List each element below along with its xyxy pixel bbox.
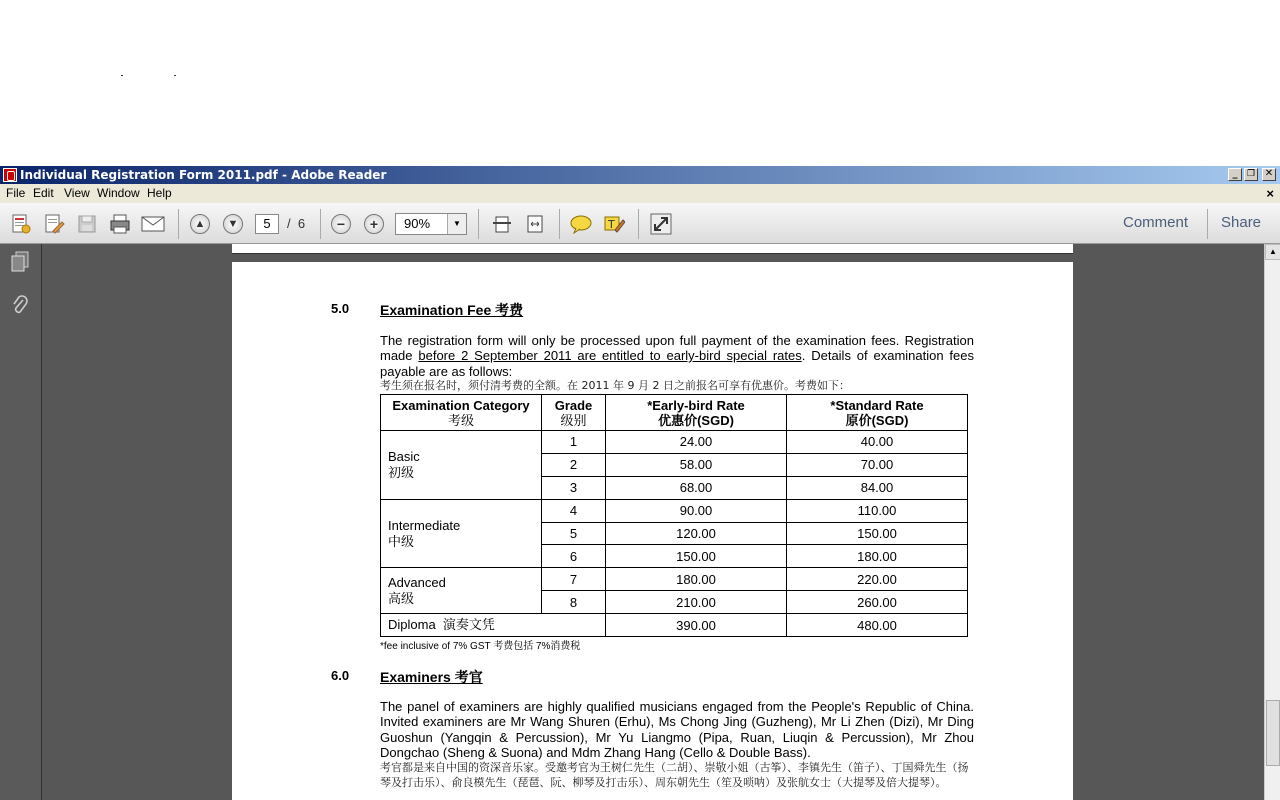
fit-page-icon[interactable] [490,212,514,236]
highlight-text-icon[interactable] [602,212,626,236]
previous-page-edge [232,244,1073,254]
chevron-down-icon[interactable]: ▼ [447,214,466,234]
next-page-icon[interactable]: ▼ [221,212,245,236]
fee-footnote: *fee inclusive of 7% GST 考费包括 7%消费税 [380,641,581,652]
restore-button[interactable]: ❐ [1244,168,1258,181]
toolbar-separator [478,209,479,239]
minimize-button[interactable]: _ [1228,168,1242,181]
grade-cell: 5 [542,522,606,545]
grade-cell: 2 [542,453,606,476]
header-category: Examination Category 考级 [381,395,542,431]
desktop-dot [121,75,123,76]
standard-cell: 150.00 [787,522,968,545]
examiners-paragraph-chinese: 考官都是来自中国的资深音乐家。受邀考官为王树仁先生（二胡）、崇敬小姐（古筝）、李镇先生（笛子）、丁国舜先生（扬琴及打击乐）、俞良模先生（琵琶、阮、柳琴及打击乐）、周东朝先生（笙及唢呐）及张航女士（大提琴及倍大提琴）。 [380,761,969,789]
early-bird-cell: 150.00 [606,545,787,568]
desktop-dot [174,75,176,76]
table-row [381,614,968,637]
section-title: Examiners 考官 [380,669,483,685]
table-header-row [381,395,968,431]
standard-cell: 110.00 [787,499,968,522]
menu-window[interactable]: Window [97,186,140,200]
toolbar-separator [178,209,179,239]
create-pdf-icon[interactable] [9,212,33,236]
registration-paragraph: The registration form will only be processed upon full payment of the examination fees. Registration made before 2 September 2011 are entitled to early-bird special rates. Details of examination fees payable are as follows: [380,333,974,379]
page-total: / 6 [287,216,306,231]
sticky-note-icon[interactable] [569,212,593,236]
adobe-reader-window [0,166,1280,800]
grade-cell: 7 [542,568,606,591]
close-button[interactable]: ✕ [1262,168,1276,181]
grade-cell: 4 [542,499,606,522]
close-document-button[interactable]: × [1266,186,1274,201]
save-icon[interactable] [75,212,99,236]
grade-cell: 3 [542,476,606,499]
early-bird-cell: 68.00 [606,476,787,499]
window-title: Individual Registration Form 2011.pdf - Adobe Reader [20,168,387,182]
navigation-pane [0,244,42,800]
adobe-reader-icon [3,168,17,182]
standard-cell: 480.00 [787,614,968,637]
early-bird-cell: 210.00 [606,591,787,614]
comment-button[interactable]: Comment [1123,214,1189,231]
fit-width-icon[interactable] [523,212,547,236]
category-diploma: Diploma 演奏文凭 [381,614,606,637]
toolbar-separator [559,209,560,239]
email-icon[interactable] [141,212,165,236]
zoom-select[interactable] [395,213,467,235]
early-bird-cell: 180.00 [606,568,787,591]
section-number: 6.0 [331,668,350,683]
standard-cell: 260.00 [787,591,968,614]
scrollbar-thumb[interactable] [1266,700,1280,766]
menu-help[interactable]: Help [147,186,172,200]
vertical-scrollbar[interactable] [1264,244,1280,800]
attachments-paperclip-icon[interactable] [9,294,31,316]
header-standard: *Standard Rate 原价(SGD) [787,395,968,431]
full-screen-icon[interactable] [649,212,673,236]
page-number-input[interactable]: 5 [255,214,279,234]
table-row [381,568,968,591]
table-row [381,499,968,522]
standard-cell: 220.00 [787,568,968,591]
zoom-out-icon[interactable]: − [329,212,353,236]
edit-document-icon[interactable] [42,212,66,236]
zoom-in-icon[interactable]: + [362,212,386,236]
scroll-up-icon[interactable]: ▲ [1265,244,1280,260]
section-number: 5.0 [331,301,350,316]
fee-table [380,394,968,637]
previous-page-icon[interactable]: ▲ [188,212,212,236]
pages-panel-icon[interactable] [9,251,31,273]
grade-cell: 6 [542,545,606,568]
standard-cell: 180.00 [787,545,968,568]
examiners-paragraph: The panel of examiners are highly qualified musicians engaged from the People's Republic of China. Invited examiners are Mr Wang Shuren (Erhu), Ms Chong Jing (Guzheng), Mr Li Zhen (Dizi), Mr Ding Guoshun (Yangqin & Percussion), Mr Yu Liangmo (Pipa, Ruan, Liuqin & Percussion), Mr Zhou Dongchao (Sheng & Suona) and Mdm Zhang Hang (Cello & Double Bass). [380,699,974,760]
title-bar[interactable] [0,166,1280,184]
category-advanced: Advanced 高级 [381,568,542,614]
early-bird-cell: 24.00 [606,431,787,454]
toolbar-separator [320,209,321,239]
share-button[interactable]: Share [1221,214,1262,231]
menu-bar [0,184,1280,203]
standard-cell: 84.00 [787,476,968,499]
early-bird-cell: 390.00 [606,614,787,637]
svg-text:T: T [608,218,615,231]
early-bird-cell: 58.00 [606,453,787,476]
toolbar [0,203,1280,244]
grade-cell: 8 [542,591,606,614]
print-icon[interactable] [108,212,132,236]
zoom-value: 90% [404,216,431,231]
early-bird-cell: 90.00 [606,499,787,522]
toolbar-separator [638,209,639,239]
grade-cell: 1 [542,431,606,454]
section-title: Examination Fee 考费 [380,302,524,318]
early-bird-cell: 120.00 [606,522,787,545]
table-row [381,431,968,454]
toolbar-separator [1207,209,1208,239]
pdf-page [232,262,1073,800]
menu-view[interactable]: View [64,186,90,200]
category-basic: Basic 初级 [381,431,542,500]
standard-cell: 40.00 [787,431,968,454]
header-grade: Grade 级别 [542,395,606,431]
category-intermediate: Intermediate 中级 [381,499,542,568]
header-early-bird: *Early-bird Rate 优惠价(SGD) [606,395,787,431]
menu-edit[interactable]: Edit [33,186,54,200]
registration-paragraph-chinese: 考生须在报名时，须付清考费的全额。在 2011 年 9 月 2 日之前报名可享有优惠价。考费如下： [380,379,850,392]
document-view[interactable] [42,244,1264,800]
standard-cell: 70.00 [787,453,968,476]
menu-file[interactable]: File [6,186,26,200]
